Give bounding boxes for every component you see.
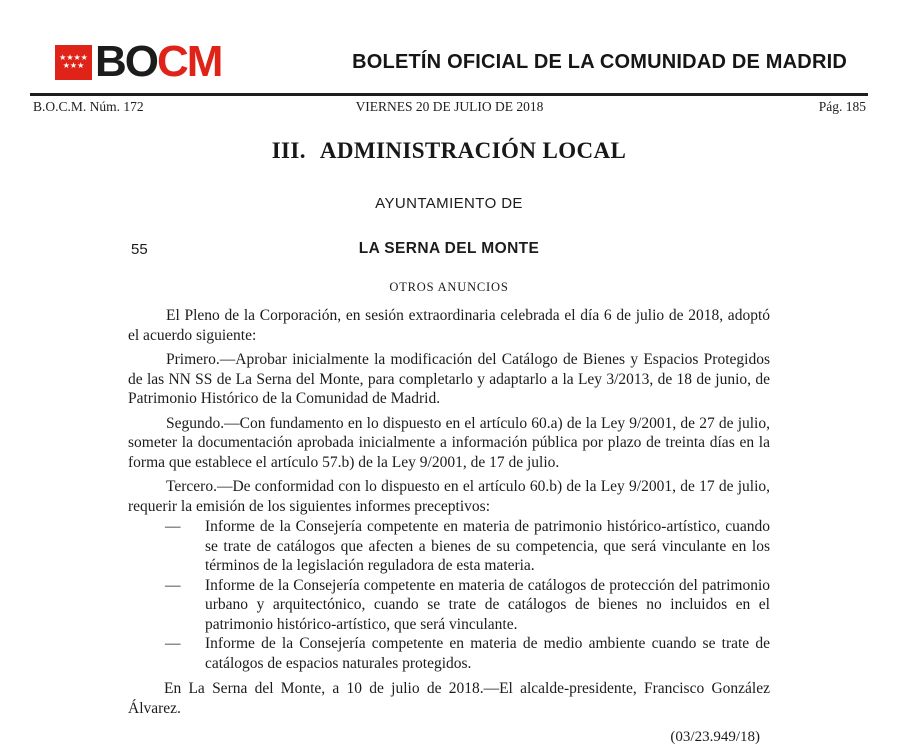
dash-marker: — xyxy=(165,635,181,652)
subsection-heading: OTROS ANUNCIOS xyxy=(389,280,509,294)
section-number: III. xyxy=(271,138,306,163)
list-item-text: Informe de la Consejería competente en materia de medio ambiente cuando se trate de catálogos de espacios naturales protegidos. xyxy=(205,635,770,672)
header-meta-row xyxy=(33,99,866,115)
paragraph-primero: Primero.—Aprobar inicialmente la modificación del Catálogo de Bienes y Espacios Protegidos de las NN SS de La Serna del Monte, para completarlo y adaptarlo a la Ley 3/2013, de 18 de junio, de Patrimonio Histórico de la Comunidad de Madrid. xyxy=(128,351,770,407)
closing-paragraph: En La Serna del Monte, a 10 de julio de 2018.—El alcalde-presidente, Francisco González Álvarez. xyxy=(128,680,770,717)
list-item-text: Informe de la Consejería competente en materia de patrimonio histórico-artístico, cuando se trate de catálogos que afecten a bienes de su competencia, que será vinculante en los términos de la legislación reguladora de esta materia. xyxy=(205,518,770,574)
organization-heading: AYUNTAMIENTO DE xyxy=(375,195,523,212)
section-name: ADMINISTRACIÓN LOCAL xyxy=(319,138,627,163)
madrid-flag-icon xyxy=(55,45,92,80)
list-item-text: Informe de la Consejería competente en materia de catálogos de protección del patrimonio urbano y arquitectónico, cuando se trate de catálogos de bienes no incluidos en el patrimonio histórico-artístico, que será vinculante. xyxy=(205,576,770,633)
paragraph-segundo: Segundo.—Con fundamento en lo dispuesto en el artículo 60.a) de la Ley 9/2001, de 27 de julio, someter la documentación aprobada inicialmente a información pública por plazo de treinta días en la forma que establece el artículo 57.b) de la Ley 9/2001, de 17 de julio. xyxy=(128,414,770,471)
announcement-number: 55 xyxy=(131,241,148,258)
list-item xyxy=(128,517,770,576)
page-number: Pág. 185 xyxy=(818,99,866,114)
official-reference: (03/23.949/18) xyxy=(670,729,760,745)
flag-stars-row-bottom: ★★★ xyxy=(62,61,85,70)
paragraph-intro: El Pleno de la Corporación, en sesión extraordinaria celebrada el día 6 de julio de 2018, adoptó el acuerdo siguiente: xyxy=(128,307,770,344)
header-divider xyxy=(30,93,868,96)
flag-stars-row-top: ★★★★ xyxy=(59,52,88,62)
issue-number: B.O.C.M. Núm. 172 xyxy=(33,99,144,114)
issue-date: VIERNES 20 DE JULIO DE 2018 xyxy=(355,99,544,114)
logo-text-black: BO xyxy=(95,37,157,86)
paragraph-tercero: Tercero.—De conformidad con lo dispuesto en el artículo 60.b) de la Ley 9/2001, de 17 de julio, requerir la emisión de los siguientes informes preceptivos: xyxy=(128,478,770,515)
document-body xyxy=(128,138,770,746)
logo-text-red: CM xyxy=(157,37,222,86)
page-header xyxy=(0,0,897,115)
informes-list xyxy=(128,517,770,673)
dash-marker: — xyxy=(165,518,181,535)
bocm-logo xyxy=(55,37,222,86)
dash-marker: — xyxy=(165,576,181,594)
bulletin-title: BOLETÍN OFICIAL DE LA COMUNIDAD DE MADRID xyxy=(352,50,847,73)
masthead xyxy=(0,0,897,93)
municipality-title: LA SERNA DEL MONTE xyxy=(358,240,540,257)
bocm-logotype xyxy=(95,37,222,86)
list-item xyxy=(128,634,770,673)
list-item xyxy=(128,576,770,635)
section-title xyxy=(128,138,770,164)
announcement-heading xyxy=(128,240,770,258)
